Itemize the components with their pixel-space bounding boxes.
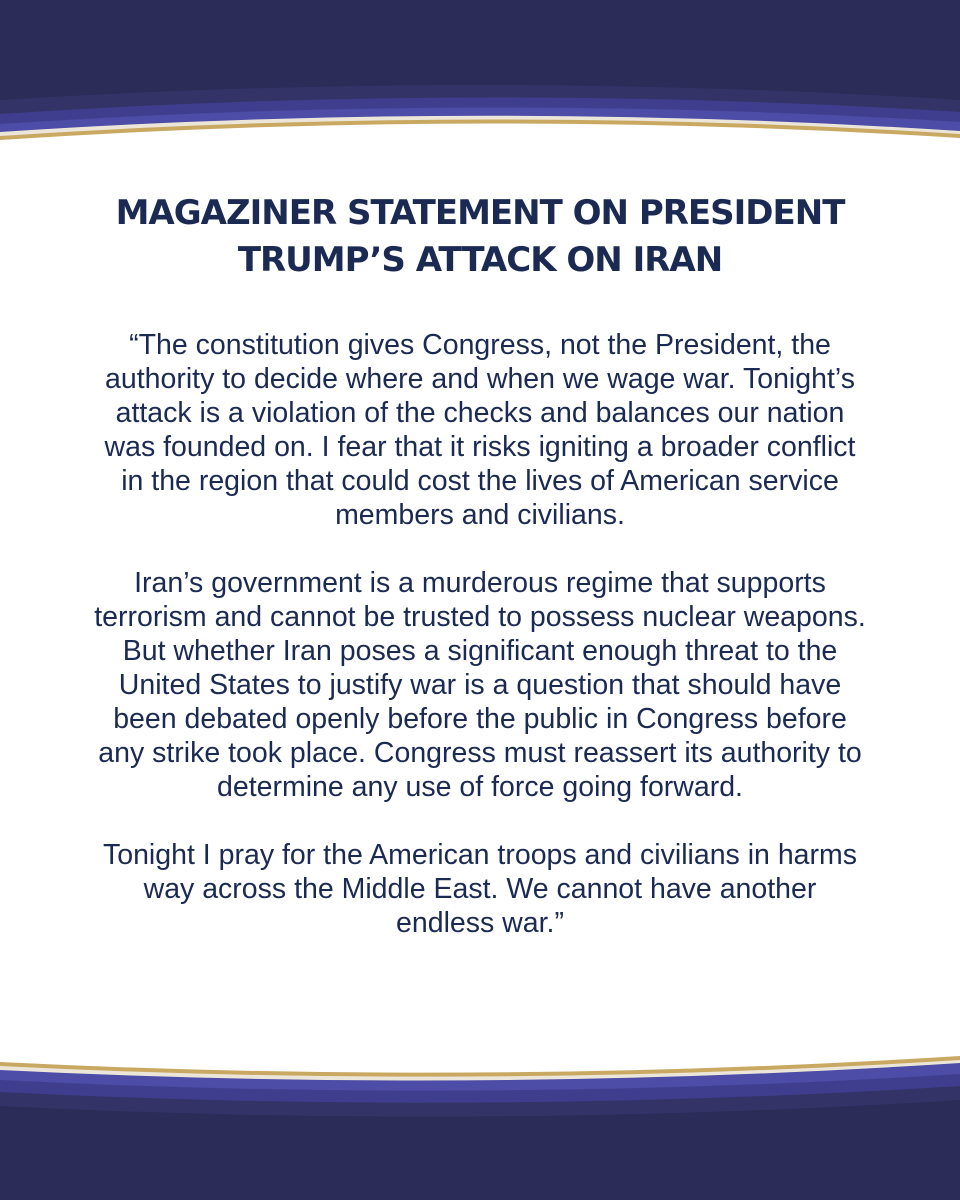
- statement-line: been debated openly before the public in Congress before: [113, 703, 847, 735]
- statement-line: endless war.”: [396, 907, 564, 939]
- statement-line: authority to decide where and when we wage war. Tonight’s: [105, 363, 855, 395]
- top-banner-decoration: [0, 0, 960, 150]
- statement-line: in the region that could cost the lives of American service: [121, 465, 839, 497]
- statement-line: But whether Iran poses a significant enough threat to the: [122, 635, 838, 667]
- statement-paragraph-1: [70, 328, 890, 532]
- statement-line: any strike took place. Congress must reassert its authority to: [98, 737, 862, 769]
- statement-line: United States to justify war is a question that should have: [118, 669, 842, 701]
- statement-line: Tonight I pray for the American troops and civilians in harms: [102, 839, 858, 871]
- statement-line: was founded on. I fear that it risks igniting a broader conflict: [104, 431, 856, 463]
- statement-content: [70, 190, 890, 940]
- statement-line: determine any use of force going forward.: [217, 771, 743, 803]
- statement-line: “The constitution gives Congress, not the President, the: [129, 329, 831, 361]
- statement-line: Iran’s government is a murderous regime that supports: [134, 567, 826, 599]
- statement-line: terrorism and cannot be trusted to possess nuclear weapons.: [94, 601, 866, 633]
- headline-line: MAGAZINER STATEMENT ON PRESIDENT: [115, 193, 845, 233]
- statement-quote: [70, 328, 890, 940]
- bottom-banner-decoration: [0, 1050, 960, 1200]
- statement-line: attack is a violation of the checks and balances our nation: [115, 397, 845, 429]
- statement-line: way across the Middle East. We cannot have another: [143, 873, 817, 905]
- statement-paragraph-2: [70, 566, 890, 804]
- statement-paragraph-3: [70, 838, 890, 940]
- statement-line: members and civilians.: [335, 499, 625, 531]
- headline: [70, 190, 890, 284]
- headline-line: TRUMP’S ATTACK ON IRAN: [237, 240, 723, 280]
